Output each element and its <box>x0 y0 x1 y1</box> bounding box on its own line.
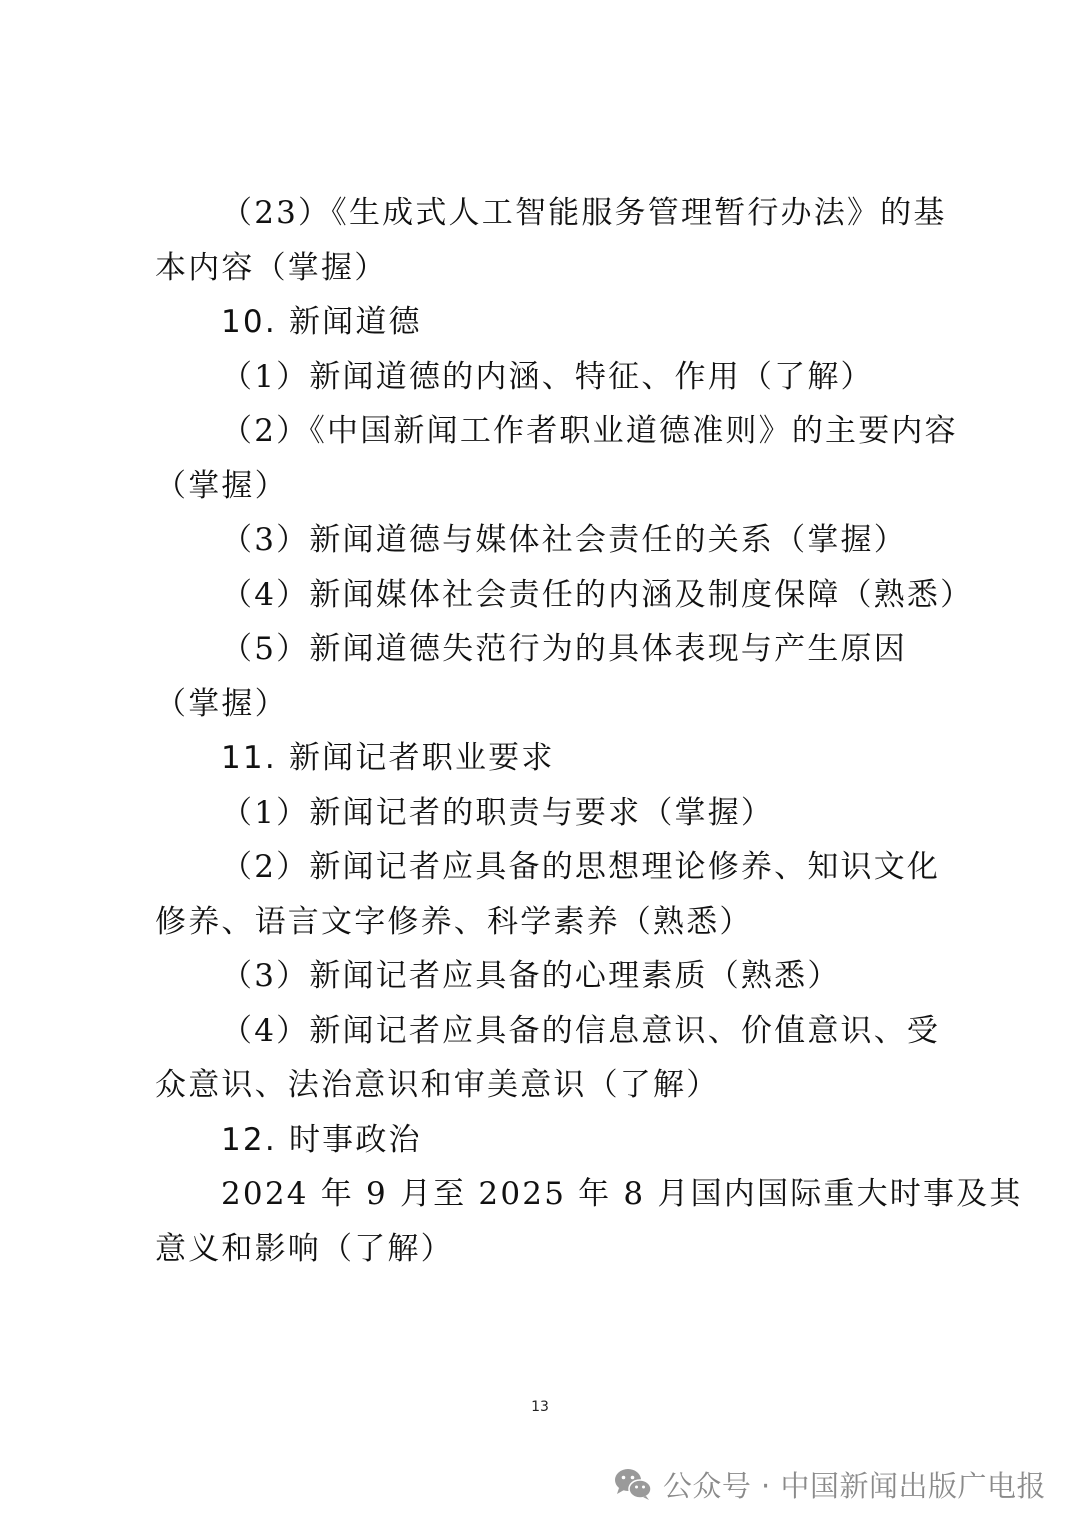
text-line: （掌握） <box>155 467 288 504</box>
watermark <box>613 1462 1046 1506</box>
text-line: 修养、语言文字修养、科学素养（熟悉） <box>155 903 753 940</box>
text-line: 众意识、法治意识和审美意识（了解） <box>155 1067 720 1103</box>
text-line: （3）新闻道德与媒体社会责任的关系（掌握） <box>221 522 907 558</box>
section-heading: 12. 时事政治 <box>221 1121 422 1158</box>
page-number: 13 <box>531 1399 549 1415</box>
text-line: 2024 年 9 月至 2025 年 8 月国内国际重大时事及其 <box>221 1176 1023 1212</box>
text-line: （2）《中国新闻工作者职业道德准则》的主要内容 <box>221 413 958 449</box>
text-line: （1）新闻道德的内涵、特征、作用（了解） <box>221 358 874 395</box>
text-line: 本内容（掌握） <box>155 249 388 286</box>
text-line: 意义和影响（了解） <box>155 1230 454 1267</box>
text-line: （掌握） <box>155 685 288 722</box>
text-line: （2）新闻记者应具备的思想理论修养、知识文化 <box>221 849 941 885</box>
text-line: （1）新闻记者的职责与要求（掌握） <box>221 794 775 831</box>
watermark-text: 公众号 · 中国新闻出版广电报 <box>662 1468 1046 1503</box>
text-line: （4）新闻记者应具备的信息意识、价值意识、受 <box>221 1012 941 1049</box>
wechat-icon <box>613 1467 653 1501</box>
text-line: （4）新闻媒体社会责任的内涵及制度保障（熟悉） <box>221 576 974 613</box>
section-heading: 11. 新闻记者职业要求 <box>221 740 555 776</box>
text-line: （3）新闻记者应具备的心理素质（熟悉） <box>221 958 841 994</box>
document-body <box>155 186 1023 1276</box>
text-line: （5）新闻道德失范行为的具体表现与产生原因 <box>221 631 907 667</box>
section-heading: 10. 新闻道德 <box>221 304 422 340</box>
text-line: （23）《生成式人工智能服务管理暂行办法》的基 <box>221 195 947 231</box>
